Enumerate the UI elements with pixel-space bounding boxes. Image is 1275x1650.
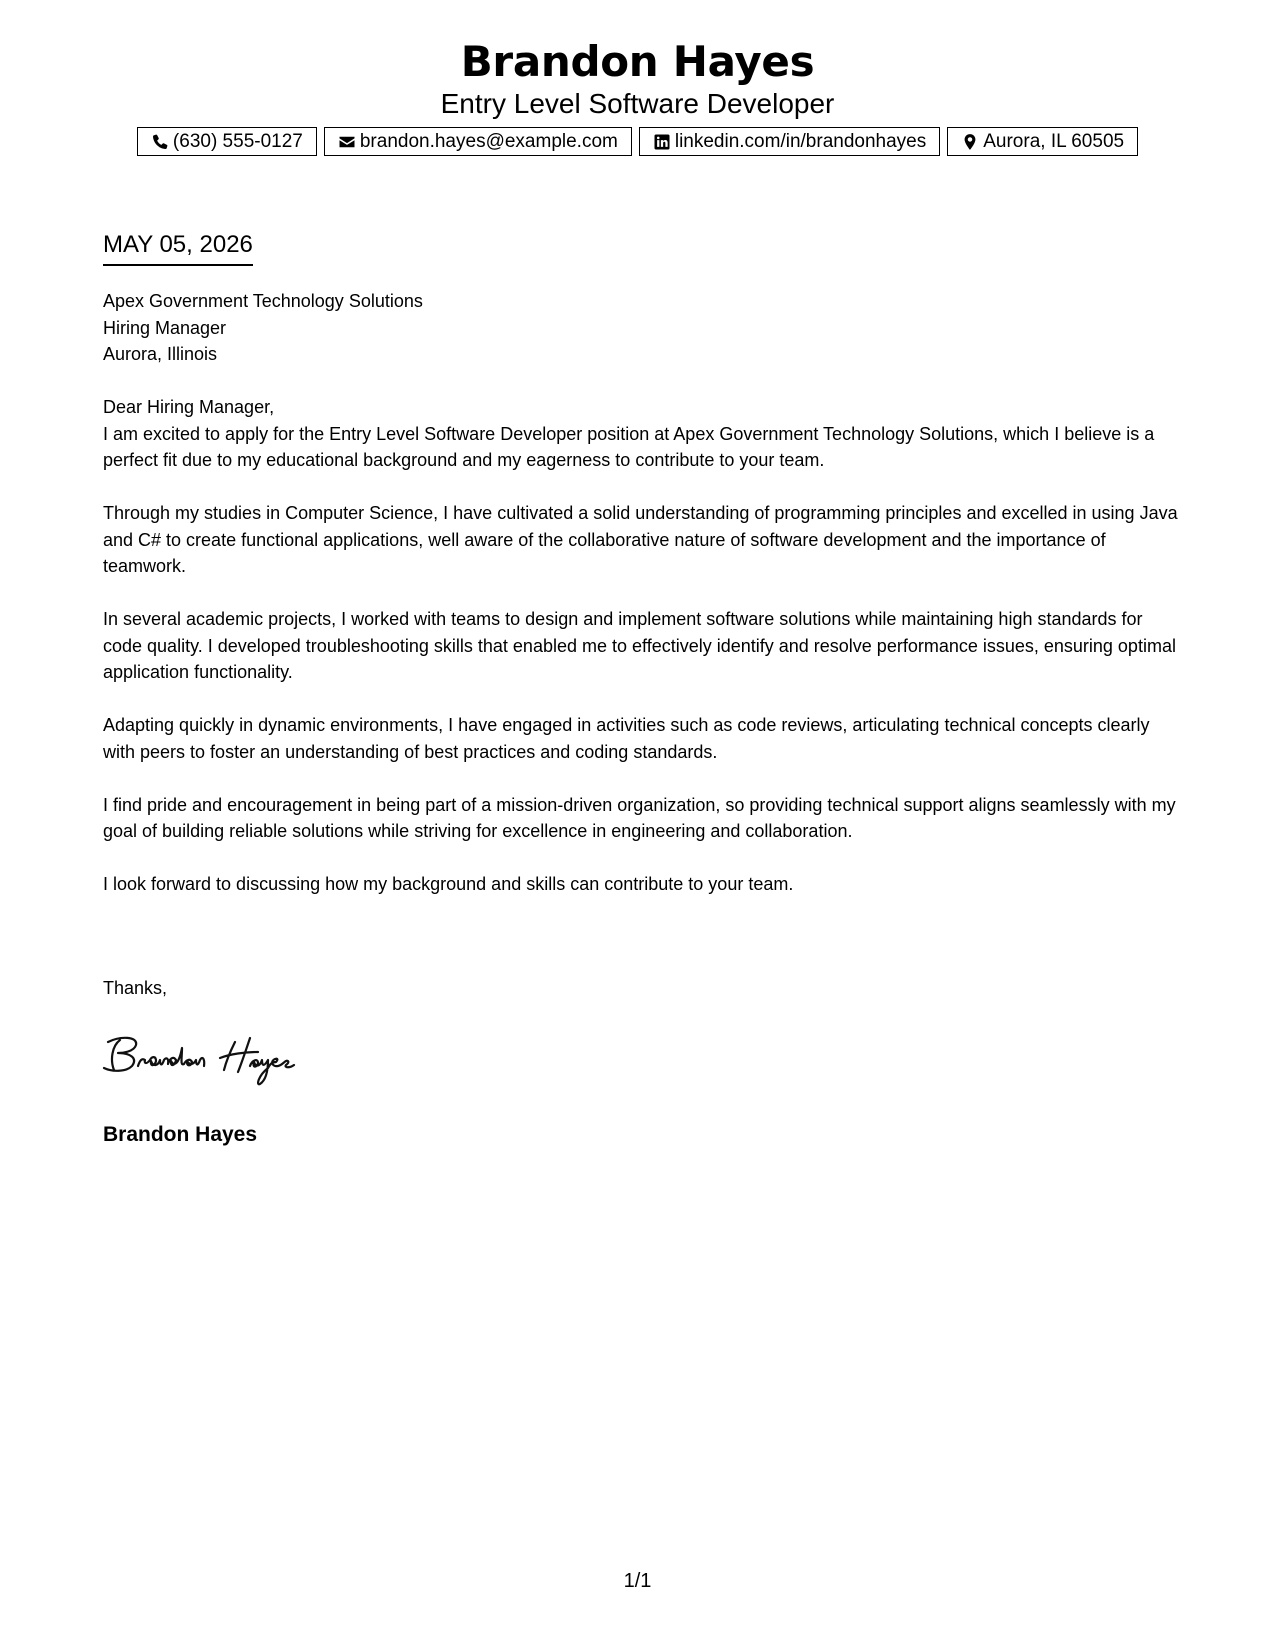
page-number: 1/1 bbox=[623, 1570, 652, 1592]
contact-bar bbox=[0, 127, 1275, 156]
letter-date: MAY 05, 2026 bbox=[103, 230, 253, 266]
body-paragraph: Adapting quickly in dynamic environments, I have engaged in activities such as code reviews, articulating technical concepts clearly with peers to foster an understanding of best practices and coding standards. bbox=[103, 715, 1150, 762]
phone-number: (630) 555-0127 bbox=[172, 131, 303, 152]
recipient-block bbox=[103, 288, 1183, 368]
letter-header bbox=[0, 36, 1275, 120]
location-text: Aurora, IL 60505 bbox=[983, 131, 1125, 152]
signer-name: Brandon Hayes bbox=[103, 1123, 258, 1146]
salutation: Dear Hiring Manager, bbox=[103, 397, 275, 417]
recipient-role: Hiring Manager bbox=[103, 317, 227, 338]
phone-icon bbox=[151, 133, 169, 151]
letter-body bbox=[103, 288, 1183, 924]
body-paragraph: I find pride and encouragement in being part of a mission-driven organization, so providing technical support aligns seamlessly with my goal of building reliable solutions while striving for excellence in engineering and collaboration. bbox=[103, 794, 1176, 841]
body-paragraph: I am excited to apply for the Entry Level Software Developer position at Apex Government Technology Solutions, which I believe is a perfect fit due to my educational background and my eagerness to contribute to your team. bbox=[103, 423, 1155, 470]
email-address: brandon.hayes@example.com bbox=[359, 131, 618, 152]
contact-email[interactable] bbox=[324, 127, 632, 156]
body-paragraph: In several academic projects, I worked with teams to design and implement software solutions while maintaining high standards for code quality. I developed troubleshooting skills that enabled me to effectively identify and resolve performance issues, ensuring optimal application functionality. bbox=[103, 609, 1176, 682]
closing-line: Thanks, bbox=[103, 978, 168, 998]
linkedin-icon bbox=[653, 133, 671, 151]
recipient-company: Apex Government Technology Solutions bbox=[103, 291, 423, 311]
applicant-title: Entry Level Software Developer bbox=[440, 88, 835, 119]
linkedin-url: linkedin.com/in/brandonhayes bbox=[674, 131, 927, 152]
body-paragraph: I look forward to discussing how my background and skills can contribute to your team. bbox=[103, 874, 794, 894]
contact-location bbox=[947, 127, 1138, 156]
signature-image bbox=[100, 1030, 350, 1095]
applicant-name: Brandon Hayes bbox=[460, 37, 815, 86]
envelope-icon bbox=[338, 133, 356, 151]
body-paragraph: Through my studies in Computer Science, I have cultivated a solid understanding of programming principles and excelled in using Java and C# to create functional applications, well aware of the collaborative nature of software development and the importance of teamwork. bbox=[103, 503, 1178, 576]
contact-phone[interactable] bbox=[137, 127, 317, 156]
contact-linkedin[interactable] bbox=[639, 127, 940, 156]
map-pin-icon bbox=[961, 133, 979, 151]
recipient-location: Aurora, Illinois bbox=[103, 344, 218, 364]
